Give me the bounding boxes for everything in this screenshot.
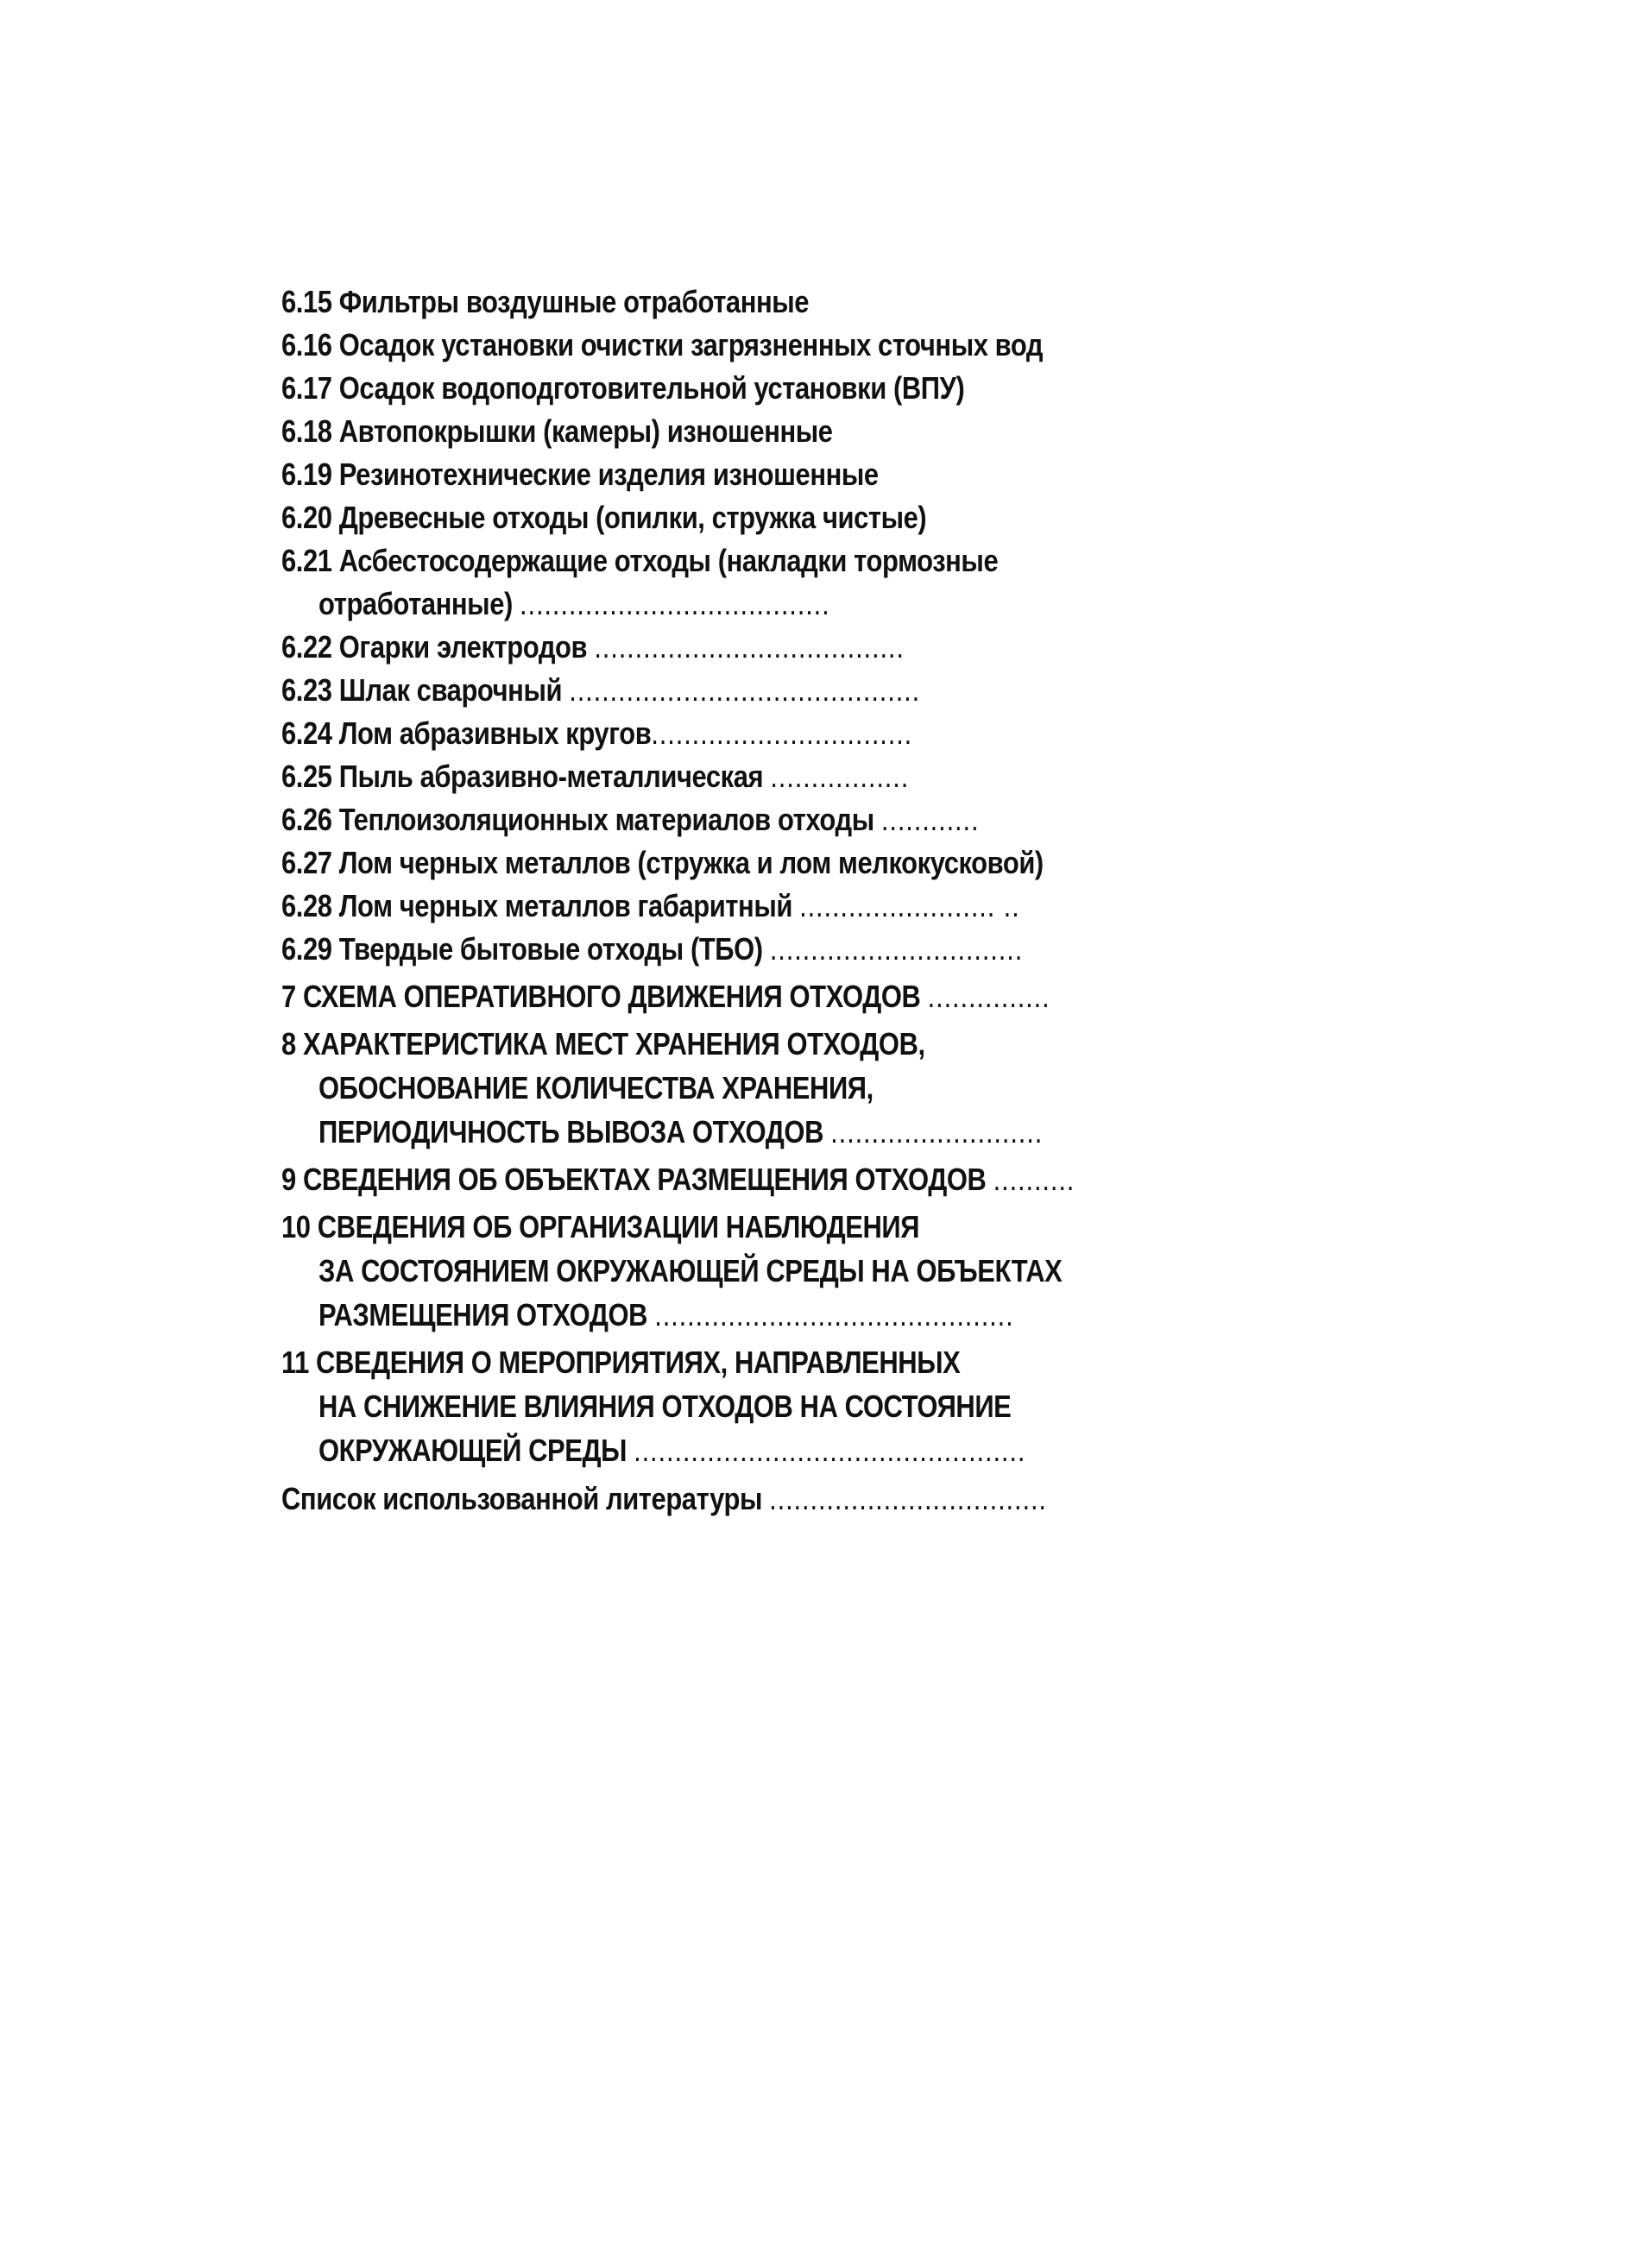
toc-title: Лом черных металлов (стружка и лом мелкокусковой)	[338, 845, 1044, 880]
toc-number: 6.18	[281, 413, 332, 449]
toc-leader-dots: ........................ ..	[799, 888, 1020, 923]
toc-title: СВЕДЕНИЯ ОБ ОРГАНИЗАЦИИ НАБЛЮДЕНИЯ	[317, 1209, 920, 1244]
toc-leader-dots: ................................................	[634, 1433, 1026, 1468]
toc-bibliography[interactable]	[281, 1477, 1047, 1521]
toc-section-11[interactable]	[281, 1340, 1026, 1472]
toc-title-continued: ПЕРИОДИЧНОСТЬ ВЫВОЗА ОТХОДОВ	[318, 1114, 824, 1150]
toc-title: Древесные отходы (опилки, стружка чистые)	[338, 500, 927, 535]
toc-number: 8	[281, 1026, 296, 1062]
toc-title-continued: РАЗМЕЩЕНИЯ ОТХОДОВ	[318, 1297, 648, 1332]
toc-leader-dots: ...............	[927, 979, 1050, 1014]
toc-number: 9	[281, 1162, 296, 1197]
toc-title: Пыль абразивно-металлическая	[338, 759, 764, 794]
toc-leader-dots: ...........................................	[569, 672, 921, 708]
toc-item-6-18[interactable]	[281, 410, 994, 453]
toc-number: 7	[281, 979, 296, 1014]
toc-section-8[interactable]	[281, 1022, 1044, 1154]
toc-title: Список использованной литературы	[281, 1481, 762, 1516]
toc-title: Фильтры воздушные отработанные	[338, 284, 810, 319]
toc-title-continued: ОКРУЖАЮЩЕЙ СРЕДЫ	[318, 1433, 627, 1468]
toc-section-7[interactable]	[281, 974, 1050, 1018]
toc-number: 6.21	[281, 543, 332, 578]
toc-title: ХАРАКТЕРИСТИКА МЕСТ ХРАНЕНИЯ ОТХОДОВ,	[302, 1026, 925, 1062]
toc-leader-dots: ......................................	[594, 629, 905, 665]
toc-item-6-20[interactable]	[281, 496, 994, 539]
toc-item-6-26[interactable]	[281, 798, 994, 841]
toc-number: 10	[281, 1209, 311, 1244]
toc-title: Осадок установки очистки загрязненных сточных вод	[338, 327, 1044, 362]
toc-title: СХЕМА ОПЕРАТИВНОГО ДВИЖЕНИЯ ОТХОДОВ	[302, 979, 921, 1014]
toc-leader-dots: ............	[880, 802, 980, 837]
toc-title: Осадок водоподготовительной установки (ВПУ)	[338, 370, 965, 406]
toc-title: Автопокрышки (камеры) изношенные	[338, 413, 833, 449]
table-of-contents	[281, 280, 1075, 1521]
toc-number: 6.24	[281, 715, 332, 751]
toc-title: Твердые бытовые отходы (ТБО)	[338, 931, 763, 967]
toc-leader-dots: ................................	[651, 715, 913, 751]
toc-leader-dots: .................	[770, 759, 910, 794]
toc-item-6-28[interactable]	[281, 885, 1020, 928]
toc-title: Асбестосодержащие отходы (накладки тормозные	[338, 543, 999, 578]
toc-number: 6.22	[281, 629, 332, 665]
toc-leader-dots: ..........	[993, 1162, 1075, 1197]
toc-item-6-27[interactable]	[281, 841, 1044, 885]
toc-title: Резинотехнические изделия изношенные	[338, 457, 879, 492]
toc-title: СВЕДЕНИЯ О МЕРОПРИЯТИЯХ, НАПРАВЛЕННЫХ	[316, 1345, 961, 1380]
toc-leader-dots: ..................................	[769, 1481, 1047, 1516]
toc-item-6-16[interactable]	[281, 324, 1044, 367]
toc-number: 6.26	[281, 802, 332, 837]
toc-number: 6.28	[281, 888, 332, 923]
toc-number: 6.20	[281, 500, 332, 535]
toc-title-continued: отработанные)	[318, 586, 513, 621]
toc-item-6-25[interactable]	[281, 755, 994, 798]
toc-number: 6.16	[281, 327, 332, 362]
toc-item-6-22[interactable]	[281, 626, 994, 669]
toc-leader-dots: ............................................	[654, 1297, 1014, 1332]
toc-title: СВЕДЕНИЯ ОБ ОБЪЕКТАХ РАЗМЕЩЕНИЯ ОТХОДОВ	[302, 1162, 987, 1197]
toc-number: 11	[281, 1345, 309, 1380]
toc-item-6-24[interactable]	[281, 712, 994, 755]
toc-leader-dots: ..........................	[830, 1114, 1044, 1150]
toc-title: Теплоизоляционных материалов отходы	[338, 802, 874, 837]
toc-number: 6.23	[281, 672, 332, 708]
toc-title: Лом абразивных кругов	[338, 715, 652, 751]
toc-title-continued: ЗА СОСТОЯНИЕМ ОКРУЖАЮЩЕЙ СРЕДЫ НА ОБЪЕКТАХ	[318, 1253, 1063, 1288]
toc-number: 6.25	[281, 759, 332, 794]
toc-leader-dots: ......................................	[520, 586, 830, 621]
toc-number: 6.17	[281, 370, 332, 406]
toc-number: 6.29	[281, 931, 332, 967]
toc-number: 6.27	[281, 845, 332, 880]
toc-number: 6.15	[281, 284, 332, 319]
toc-title: Огарки электродов	[338, 629, 588, 665]
toc-section-10[interactable]	[281, 1205, 1063, 1337]
toc-item-6-17[interactable]	[281, 367, 994, 410]
toc-number: 6.19	[281, 457, 332, 492]
toc-item-6-29[interactable]	[281, 928, 1024, 971]
toc-title: Шлак сварочный	[338, 672, 563, 708]
toc-item-6-19[interactable]	[281, 453, 994, 496]
toc-section-9[interactable]	[281, 1157, 1075, 1201]
toc-item-6-15[interactable]	[281, 280, 994, 324]
toc-item-6-23[interactable]	[281, 669, 994, 712]
toc-title: Лом черных металлов габаритный	[338, 888, 792, 923]
toc-leader-dots: ...............................	[769, 931, 1024, 967]
toc-item-6-21[interactable]	[281, 539, 999, 626]
toc-title-continued: ОБОСНОВАНИЕ КОЛИЧЕСТВА ХРАНЕНИЯ,	[318, 1070, 873, 1106]
toc-title-continued: НА СНИЖЕНИЕ ВЛИЯНИЯ ОТХОДОВ НА СОСТОЯНИЕ	[318, 1389, 1012, 1424]
